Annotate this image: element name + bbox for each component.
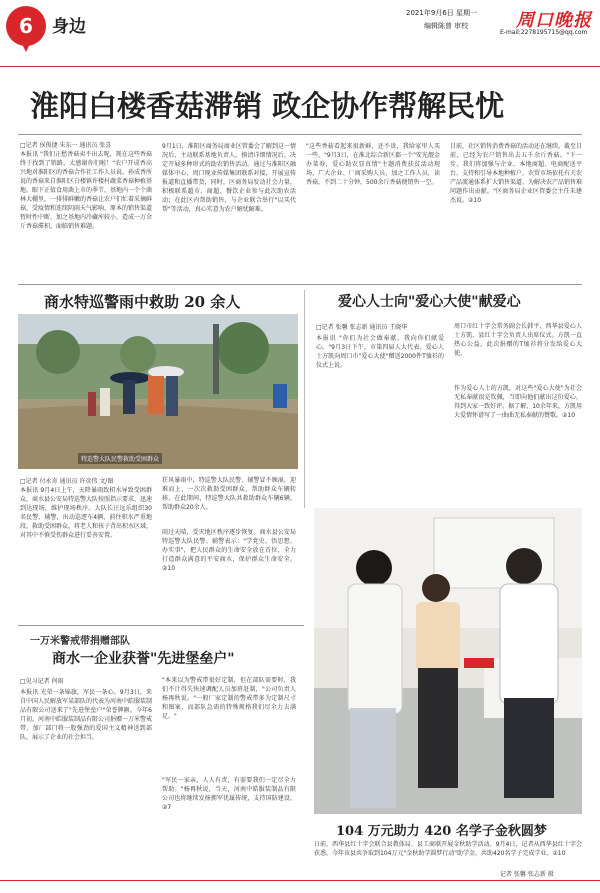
award-column-1: 本报讯 光荣一条锦旗，军民一条心。9月3日，来自中国人民解放军某部队的代表为河南中皓服装制品有限公司送来了"先进堡垒户"荣誉牌匾。今年6月初，河南中皓服装制品有限公司捐赠一万米警戒带，加厂部门将一股强劲的爱国主义精神送到部队，展示了企业的社会担当。 — [20, 689, 152, 741]
lead-column-2: 9月1日，淮阳区商务局商业区管委会了解到这一情况后，主动联系基地负责人，摸清详细情况后，决定开展多种形式的助农销售活动。通过与淮阳区融媒体中心、周口现业传媒集团联系对接，开展宣传报道和直播带货，同时，区商务局发动社会力量，积极联系超市、商超、餐饮企业参与此次助农活动；在此区内帮助销售，与企业联合举行"以买代帮"等活动，真心实意为农户解忧解难。 — [162, 143, 296, 213]
lead-column-3: "这些香菇看起来很新鲜，还不贵，我给家里人买一些。"9月3日，在淮北综合新区郡一个"安光靓金办菜券，爱心助农显真情"主题消费扶贫活动现场，广大企业、厂商采购人员，加之工作人员，读香菇，不到二十分钟，500余斤香菇便销售一空。 — [306, 143, 440, 186]
badge-pin-tail — [20, 40, 32, 52]
award-kicker: 一万米警戒带捐赠部队 — [30, 636, 130, 647]
love-column-1: 本报讯 "你们为社会做奉献，我向你们献爱心。"9月3日下午，市第四届人大代表、爱心人士方凯向周口市"爱心大使"赠送2000件T恤衫的仪式上说。 — [316, 335, 444, 369]
footer-rule — [0, 880, 600, 881]
column-divider — [304, 290, 305, 508]
award-column-3: "军民一家亲，人人有责，有需要我们一定尽全力帮助。"杨再秋说，当天，河南中皓服装制品有限公司也将继续发扬拥军优属传统，支持国防建设。②7 — [162, 777, 296, 811]
love-byline: □记者 张馨 张志新 通讯员 王晓华 — [316, 324, 408, 331]
rescue-byline: □记者 付永奇 通讯员 许彦伟 文/图 — [20, 478, 114, 485]
section-title: 身边 — [52, 17, 86, 37]
contact-email: E-mail:2278195715@qq.com — [500, 29, 588, 36]
scholarship-body: 日前，西华县红十字会联合县教体局、县工商联开展金秋助学活动。9月4日，记者从西华县红十字会获悉，今年该县共争取到104万元"金秋助学圆梦行动"助学金，共助420名学子完成学业。②10 — [314, 841, 582, 857]
award-headline: 商水一企业获誉"先进堡垒户" — [52, 651, 235, 667]
photo-caption: 特巡警大队民警救助受困群众 — [78, 453, 162, 464]
lead-column-1: 本报讯 "我们正愁香菇卖不出去呢，现在这些香菇终于找到了销路，太感谢你们啦！"农户开成香高兴地对淮阳区的香菇合作社工作人员说。孙成香所说的香菇来自淮阳区白楼镇许楼村蔬菜香菇种植基地。眼下正值食用菌上市的季节，基地内一个个菌林大棚里，一排排鲜嫩的香菇让农户们忙着采摘鲜菇，受疫情和连续阴雨天气影响，原本的销售渠道暂时性中断，加之基地内冷藏库较小，造成一万余斤香菇滞积，面临销售难题。 — [20, 151, 152, 230]
scholarship-photo — [314, 508, 582, 814]
lead-column-4: 目前，社区销售消费香菇的活动还在继续。截至目前，已经为农户销售出去五千余斤香菇。"下一步，我们将加强与企业、本地商超、电商配送平台、支持和引导本地种植户，农贸市场依托有关农产品流通体系扩大销售渠道，为解决农产品销售难问题作出贡献。"区商务局企业区管委会主任朱建杰说。②10 — [450, 143, 582, 204]
editors-credit: 编辑陈曾 审校 — [424, 22, 469, 30]
lead-byline: □记者 侯俊捷 朱东一 通讯员 张喜 — [20, 142, 112, 149]
award-column-2: "本来以为警戒带很好定制，但在部队需要时，我们不计得失快速调配人员加班赶制，"公司负责人杨再秋说。"一般厂家定制的警戒带多为定制尺寸和图案，而部队急需的特殊规格我们尽全力去满足。" — [162, 677, 296, 720]
rescue-column-2: 狂风暴雨中，特巡警大队民警、辅警冒不顾湿，迎难而上，一次次救助受困群众，帮助群众车辆转移，在此期间，特巡警大队共救助群众车辆6辆，帮助群众20余人。 — [162, 477, 296, 511]
award-byline: □见习记者 何雨 — [20, 678, 64, 685]
rescue-column-1: 本报讯 9月4日上午，天降暴雨致积水导致受困群众，商水县公安局特巡警大队按照指示要求，迅速到达现场，维护现场秩序。大队长汪远乐组织30名民警、辅警，出动巡逻车4辆，前往积水严重地段，救助受困群众，将老人和孩子背出积水区域，对其中不慎受伤群众进行妥善安置。 — [20, 487, 152, 539]
lead-headline: 淮阳白楼香菇滞销 政企协作帮解民忧 — [30, 89, 505, 123]
page-number-badge: 6 — [6, 6, 46, 46]
love-column-2: 周口市红十字会常务副会长韩平、西华县爱心人士方凯、县红十字会负责人出席仪式。方凯一直热心公益，此次捐赠的T恤衫将分发给爱心大使。 — [454, 323, 582, 357]
header-rule — [0, 66, 600, 67]
issue-date: 2021年9月6日 星期一 — [406, 9, 477, 17]
rescue-headline: 商水特巡警雨中救助 20 余人 — [44, 293, 241, 311]
love-headline: 爱心人士向"爱心大使"献爱心 — [338, 294, 521, 310]
award-top-rule — [18, 625, 304, 626]
newspaper-logo: 周口晚报 — [516, 10, 592, 31]
scholarship-headline: 104 万元助力 420 名学子金秋圆梦 — [336, 824, 547, 839]
love-column-3: 作为爱心人士的方凯，对这些"爱心大使"为社会无私奉献很是钦佩，当即向他们献出这份爱心，得到大家一致好评。据了解，10余年来，方凯用大爱情怀谱写了一曲曲无私奉献的赞歌。②10 — [454, 385, 582, 419]
rescue-column-3: 雨过天晴，受灾地区秩序逐步恢复。商水县公安局特巡警大队民警、辅警表示："学党史、悟思想、办实事"，把人民群众的生命安全放在首位，全力打造群众满意的平安商水，保护群众生命安全。②10 — [162, 529, 296, 572]
flood-rescue-photo — [18, 314, 298, 469]
scholarship-byline: 记者 张馨 张志新 摄 — [500, 871, 554, 878]
lead-rule — [18, 134, 582, 135]
lead-bottom-rule — [18, 284, 582, 285]
